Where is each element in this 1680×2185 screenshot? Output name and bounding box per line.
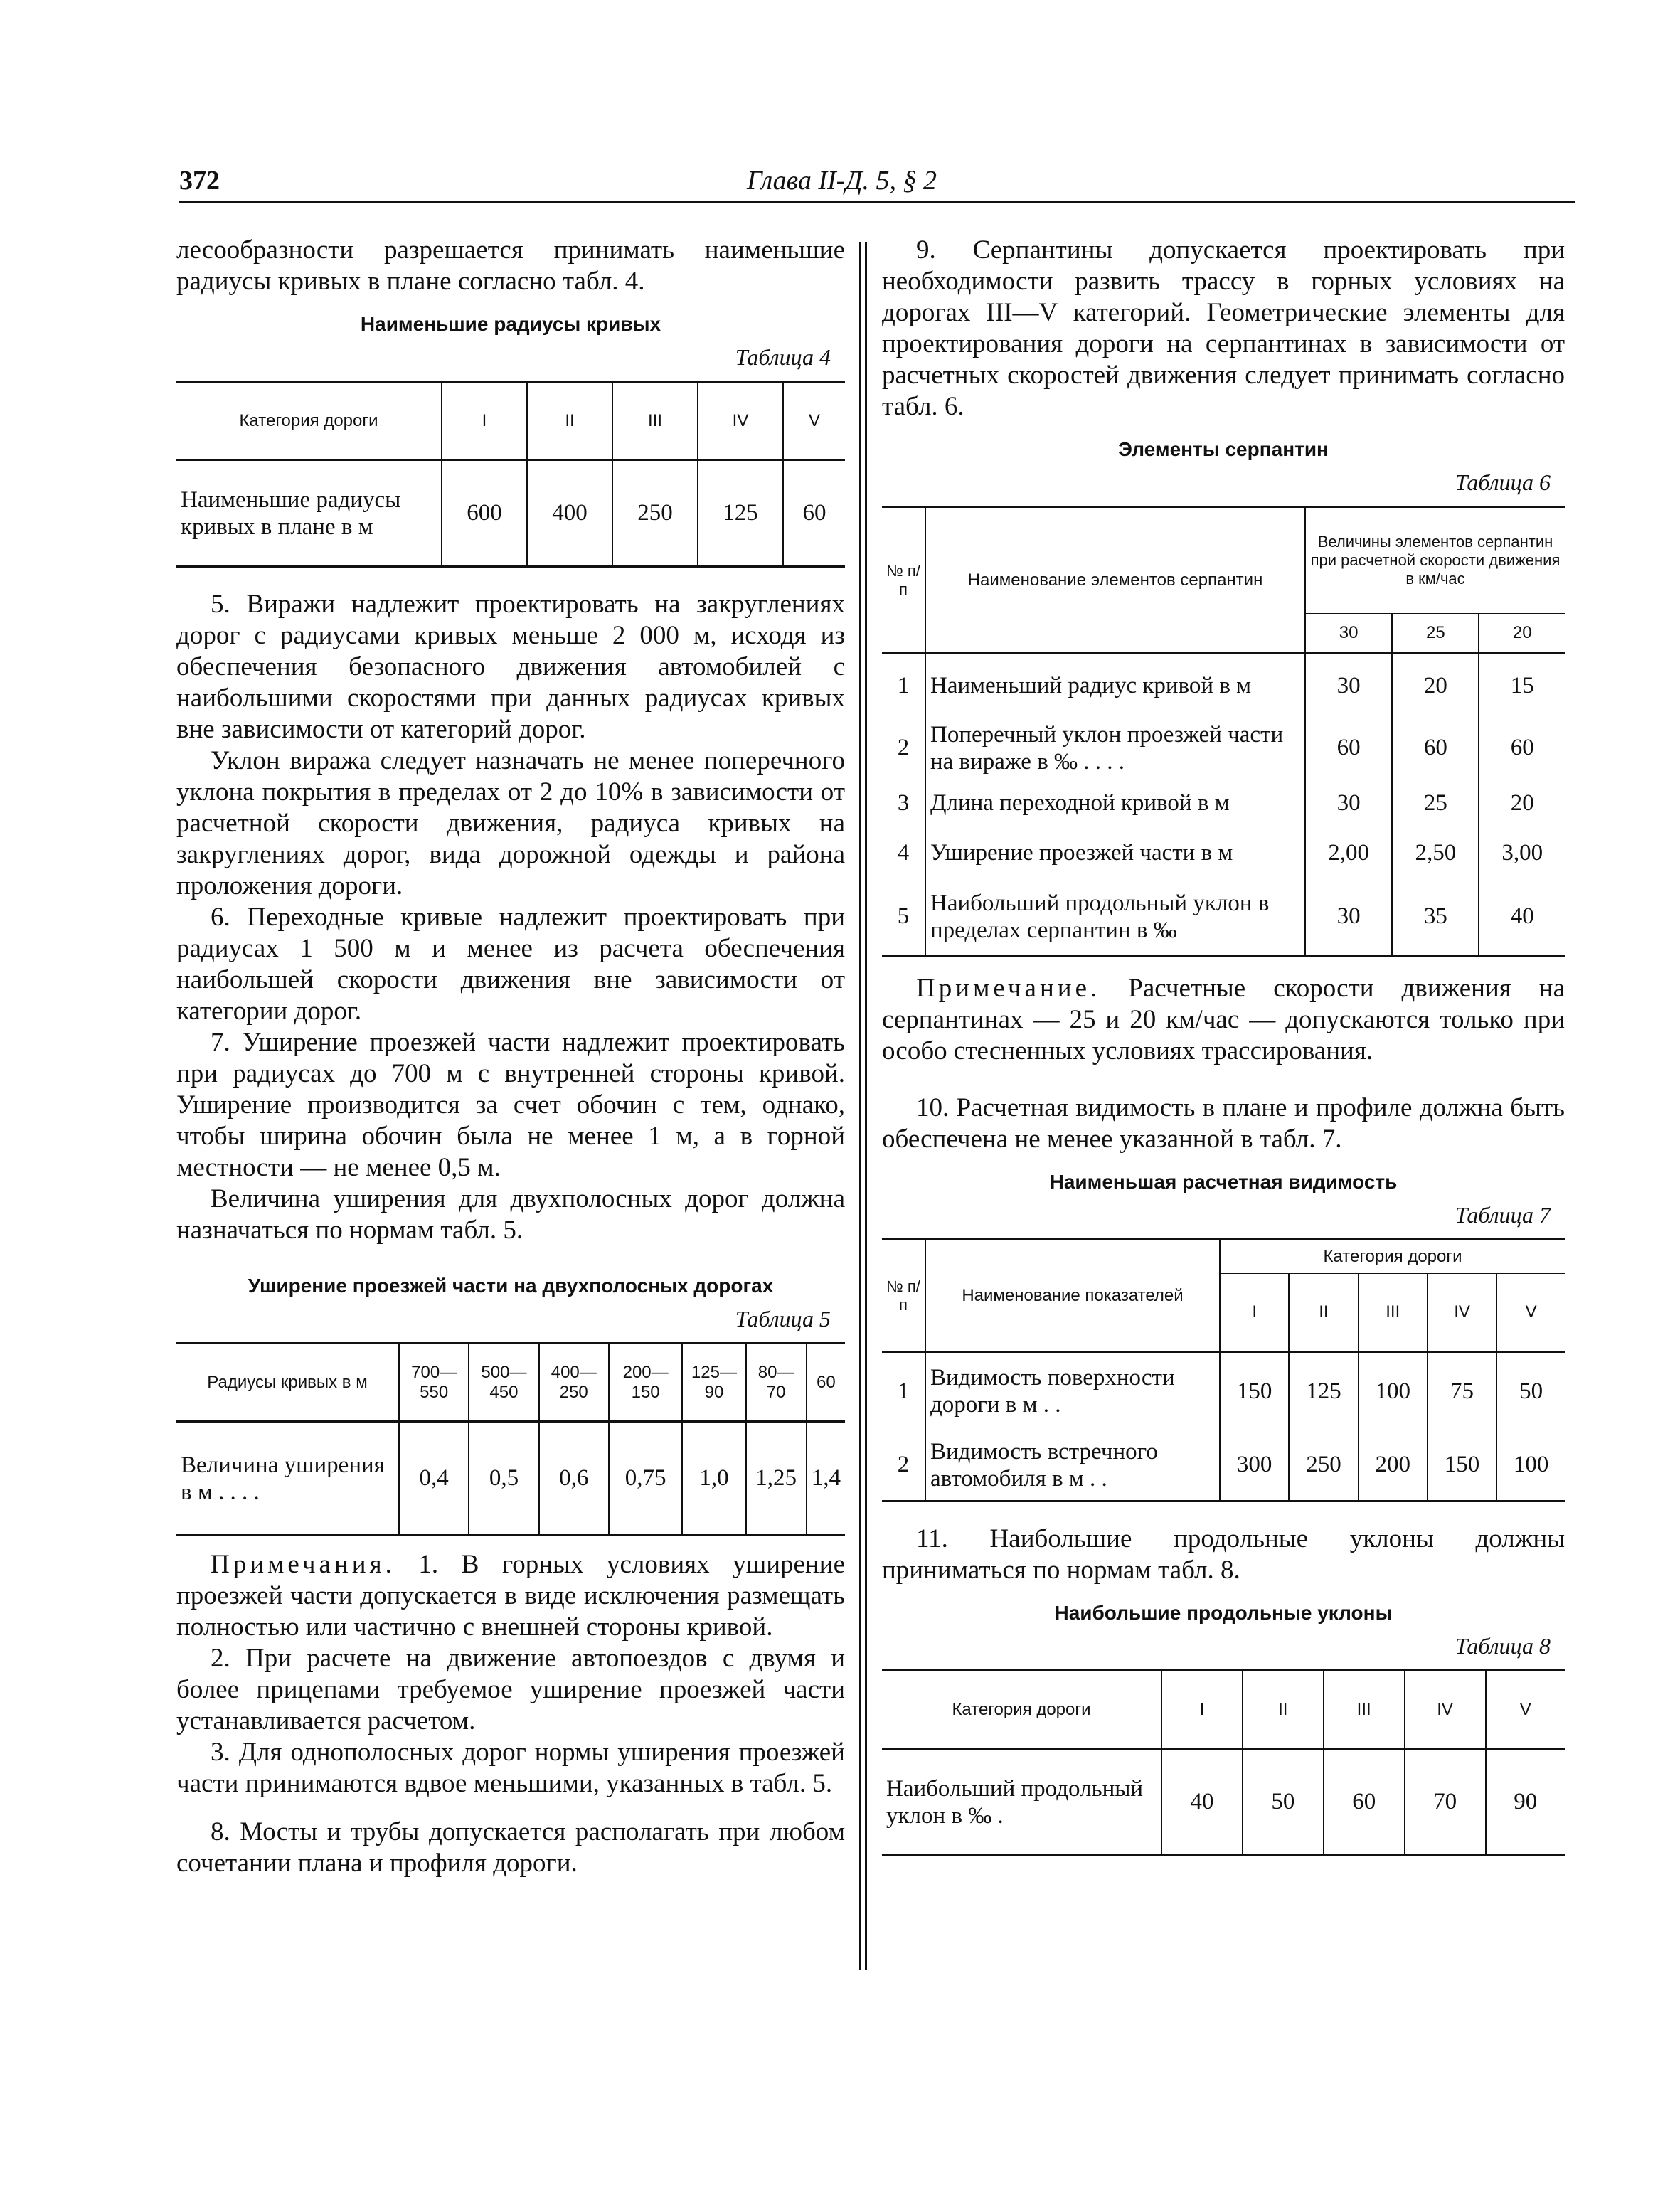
table-cell: 250 xyxy=(612,460,698,567)
table-header-cell: V xyxy=(783,382,845,460)
table-cell: 2,50 xyxy=(1392,829,1479,878)
table-header-cell: 200—150 xyxy=(609,1344,682,1422)
table-cell: 25 xyxy=(1392,779,1479,829)
table-row-label: Величина уширения в м . . . . xyxy=(181,1452,385,1505)
table-number: Таблица 4 xyxy=(735,344,831,370)
table-cell: 1 xyxy=(897,672,910,698)
table-cell: Наибольший продольный уклон в пределах серпантин в ‰ xyxy=(925,878,1305,957)
paragraph: 5. Виражи надлежит проектировать на закруглениях дорог с радиусами кривых меньше 2 000 м, исходя из обеспечения безопасного движения автомобилей с наибольшими скоростями при данных радиусах кривых вне зависимости от категорий дорог. xyxy=(176,590,845,744)
table-cell: 5 xyxy=(897,903,910,930)
table-cell: 15 xyxy=(1479,654,1565,718)
table-cell: 40 xyxy=(1161,1749,1243,1856)
table-cell: 30 xyxy=(1305,779,1392,829)
table-header-cell: 30 xyxy=(1305,614,1392,654)
table-header-cell: Наименование показателей xyxy=(925,1240,1220,1352)
paragraph: 10. Расчетная видимость в плане и профиле должна быть обеспечена не менее указанной в табл. 7. xyxy=(882,1093,1565,1154)
table-4 xyxy=(176,381,845,568)
table-note: 3. Для однополосных дорог нормы уширения проезжей части принимаются вдвое меньшими, указанных в табл. 5. xyxy=(176,1738,845,1798)
table-cell: 40 xyxy=(1479,878,1565,957)
table-cell: 1,25 xyxy=(746,1422,807,1536)
table-header-cell: III xyxy=(1324,1671,1405,1749)
table-header-cell: Категория дороги xyxy=(882,1671,1161,1749)
table-cell: 300 xyxy=(1220,1430,1289,1501)
table-title: Уширение проезжей части на двухполосных дорогах xyxy=(248,1275,774,1297)
table-cell: 50 xyxy=(1496,1352,1565,1430)
note-heading: Примечание. xyxy=(916,974,1101,1003)
table-cell: 70 xyxy=(1405,1749,1486,1856)
table-cell: 60 xyxy=(1305,718,1392,779)
table-header-cell: III xyxy=(612,382,698,460)
table-5 xyxy=(176,1342,845,1536)
left-column xyxy=(176,235,845,1879)
table-cell: 100 xyxy=(1496,1430,1565,1501)
table-number: Таблица 8 xyxy=(1455,1633,1551,1659)
table-row-label: Наибольший продольный уклон в ‰ . xyxy=(886,1775,1144,1829)
table-cell: Видимость поверхности дороги в м . . xyxy=(925,1352,1220,1430)
table-cell: 2 xyxy=(897,1452,910,1478)
table-header-cell: 25 xyxy=(1392,614,1479,654)
paragraph: лесообразности разрешается принимать наименьшие радиусы кривых в плане согласно табл. 4. xyxy=(176,235,845,296)
table-cell: 2,00 xyxy=(1305,829,1392,878)
table-cell: 60 xyxy=(1324,1749,1405,1856)
table-header-cell: II xyxy=(1289,1274,1358,1352)
table-cell: 1,0 xyxy=(682,1422,745,1536)
table-title: Наименьшая расчетная видимость xyxy=(1049,1171,1398,1193)
column-divider xyxy=(865,242,867,1970)
table-header-cell: I xyxy=(1220,1274,1289,1352)
table-cell: 30 xyxy=(1305,654,1392,718)
paragraph: 11. Наибольшие продольные уклоны должны приниматься по нормам табл. 8. xyxy=(882,1524,1565,1585)
table-header-cell: IV xyxy=(1428,1274,1496,1352)
table-cell: 3 xyxy=(897,790,910,816)
table-cell: 0,5 xyxy=(469,1422,538,1536)
table-number: Таблица 6 xyxy=(1455,469,1551,495)
column-divider xyxy=(859,242,861,1970)
table-row-label: Наименьшие радиусы кривых в плане в м xyxy=(181,487,401,540)
table-number: Таблица 5 xyxy=(735,1306,831,1331)
table-header-cell: 400—250 xyxy=(539,1344,609,1422)
note-text: 1. В горных условиях уширение проезжей части допускается в виде исключения размещать полностью или частично с внешней стороны кривой. xyxy=(176,1550,845,1642)
paragraph: Величина уширения для двухполосных дорог должна назначаться по нормам табл. 5. xyxy=(176,1184,845,1245)
table-header-cell: Радиусы кривых в м xyxy=(176,1344,399,1422)
table-header-cell: № п/п xyxy=(882,1240,925,1352)
running-title: Глава II-Д. 5, § 2 xyxy=(747,166,937,196)
table-cell: Уширение проезжей части в м xyxy=(925,829,1305,878)
table-cell: 250 xyxy=(1289,1430,1358,1501)
table-cell: 50 xyxy=(1243,1749,1324,1856)
table-header-cell: IV xyxy=(698,382,783,460)
table-cell: 125 xyxy=(698,460,783,567)
paragraph: Уклон виража следует назначать не менее поперечного уклона покрытия в пределах от 2 до 10% в зависимости от расчетной скорости движения, радиуса кривых на закруглениях дорог, вида дорожной одежды и района проложения дороги. xyxy=(176,746,845,900)
table-cell: 30 xyxy=(1305,878,1392,957)
table-cell: Наименьший радиус кривой в м xyxy=(925,654,1305,718)
table-cell: 2 xyxy=(897,735,910,760)
table-number: Таблица 7 xyxy=(1455,1202,1551,1228)
table-cell: 4 xyxy=(897,840,910,866)
table-cell: Видимость встречного автомобиля в м . . xyxy=(925,1430,1220,1501)
table-cell: Поперечный уклон проезжей части на вираже в ‰ . . . . xyxy=(925,718,1305,779)
table-header-cell: Величины элементов серпантин при расчетной скорости движения в км/час xyxy=(1305,507,1565,614)
note-text: Расчетные скорости движения на серпантинах — 25 и 20 км/час — допускаются только при особо стесненных условиях трассирования. xyxy=(882,974,1565,1065)
table-note xyxy=(882,973,1565,1067)
table-cell: 3,00 xyxy=(1479,829,1565,878)
table-header-cell: № п/п xyxy=(882,507,925,654)
paragraph: 9. Серпантины допускается проектировать при необходимости развить трассу в горных условиях на дорогах III—V категорий. Геометрические элементы для проектирования дороги на серпантинах в зависимости от расчетных скоростей движения следует принимать согласно табл. 6. xyxy=(882,235,1565,421)
table-cell: 0,75 xyxy=(609,1422,682,1536)
table-cell: 35 xyxy=(1392,878,1479,957)
table-header-cell: 500—450 xyxy=(469,1344,538,1422)
table-cell: 60 xyxy=(783,460,845,567)
table-header-cell: II xyxy=(1243,1671,1324,1749)
table-8 xyxy=(882,1669,1565,1856)
paragraph: 6. Переходные кривые надлежит проектировать при радиусах 1 500 м и менее из расчета обеспечения наибольшей скорости движения вне зависимости от категории дорог. xyxy=(176,903,845,1026)
table-cell: 20 xyxy=(1392,654,1479,718)
table-cell: 90 xyxy=(1486,1749,1565,1856)
table-cell: 75 xyxy=(1428,1352,1496,1430)
table-cell: 0,6 xyxy=(539,1422,609,1536)
table-cell: Длина переходной кривой в м xyxy=(925,779,1305,829)
table-cell: 100 xyxy=(1359,1352,1428,1430)
table-cell: 20 xyxy=(1479,779,1565,829)
table-cell: 400 xyxy=(527,460,612,567)
table-header-cell: I xyxy=(442,382,527,460)
table-header-cell: 60 xyxy=(807,1344,845,1422)
table-header-cell: I xyxy=(1161,1671,1243,1749)
table-title: Элементы серпантин xyxy=(1118,438,1329,460)
table-note xyxy=(176,1549,845,1643)
header-rule xyxy=(179,201,1575,203)
table-header-cell: 20 xyxy=(1479,614,1565,654)
table-cell: 125 xyxy=(1289,1352,1358,1430)
table-cell: 150 xyxy=(1428,1430,1496,1501)
table-cell: 200 xyxy=(1359,1430,1428,1501)
table-cell: 0,4 xyxy=(399,1422,469,1536)
table-header-cell: Категория дороги xyxy=(1220,1240,1565,1274)
table-cell: 600 xyxy=(442,460,527,567)
table-cell: 1,4 xyxy=(807,1422,845,1536)
table-cell: 60 xyxy=(1392,718,1479,779)
page-number: 372 xyxy=(179,166,220,196)
table-header-cell: Наименование элементов серпантин xyxy=(925,507,1305,654)
table-header-cell: V xyxy=(1496,1274,1565,1352)
table-cell: 60 xyxy=(1479,718,1565,779)
table-title: Наименьшие радиусы кривых xyxy=(360,313,661,335)
table-header-cell: Категория дороги xyxy=(176,382,442,460)
paragraph: 7. Уширение проезжей части надлежит проектировать при радиусах до 700 м с внутренней стороны кривой. Уширение производится за счет обочин с тем, однако, чтобы ширина обочин была не менее 1 м, а в горной местности — не менее 0,5 м. xyxy=(176,1028,845,1182)
table-header-cell: 80—70 xyxy=(746,1344,807,1422)
table-cell: 150 xyxy=(1220,1352,1289,1430)
table-header-cell: III xyxy=(1359,1274,1428,1352)
table-6 xyxy=(882,506,1565,957)
table-header-cell: 700—550 xyxy=(399,1344,469,1422)
table-header-cell: II xyxy=(527,382,612,460)
paragraph: 8. Мосты и трубы допускается располагать при любом сочетании плана и профиля дороги. xyxy=(176,1817,845,1878)
table-7 xyxy=(882,1238,1565,1502)
table-header-cell: V xyxy=(1486,1671,1565,1749)
table-header-cell: 125—90 xyxy=(682,1344,745,1422)
table-header-cell: IV xyxy=(1405,1671,1486,1749)
table-title: Наибольшие продольные уклоны xyxy=(1054,1602,1393,1624)
note-heading: Примечания. xyxy=(211,1550,395,1579)
right-column xyxy=(882,235,1565,1856)
table-cell: 1 xyxy=(897,1378,910,1404)
table-note: 2. При расчете на движение автопоездов с двумя и более прицепами требуемое уширение проезжей части устанавливается расчетом. xyxy=(176,1644,845,1735)
